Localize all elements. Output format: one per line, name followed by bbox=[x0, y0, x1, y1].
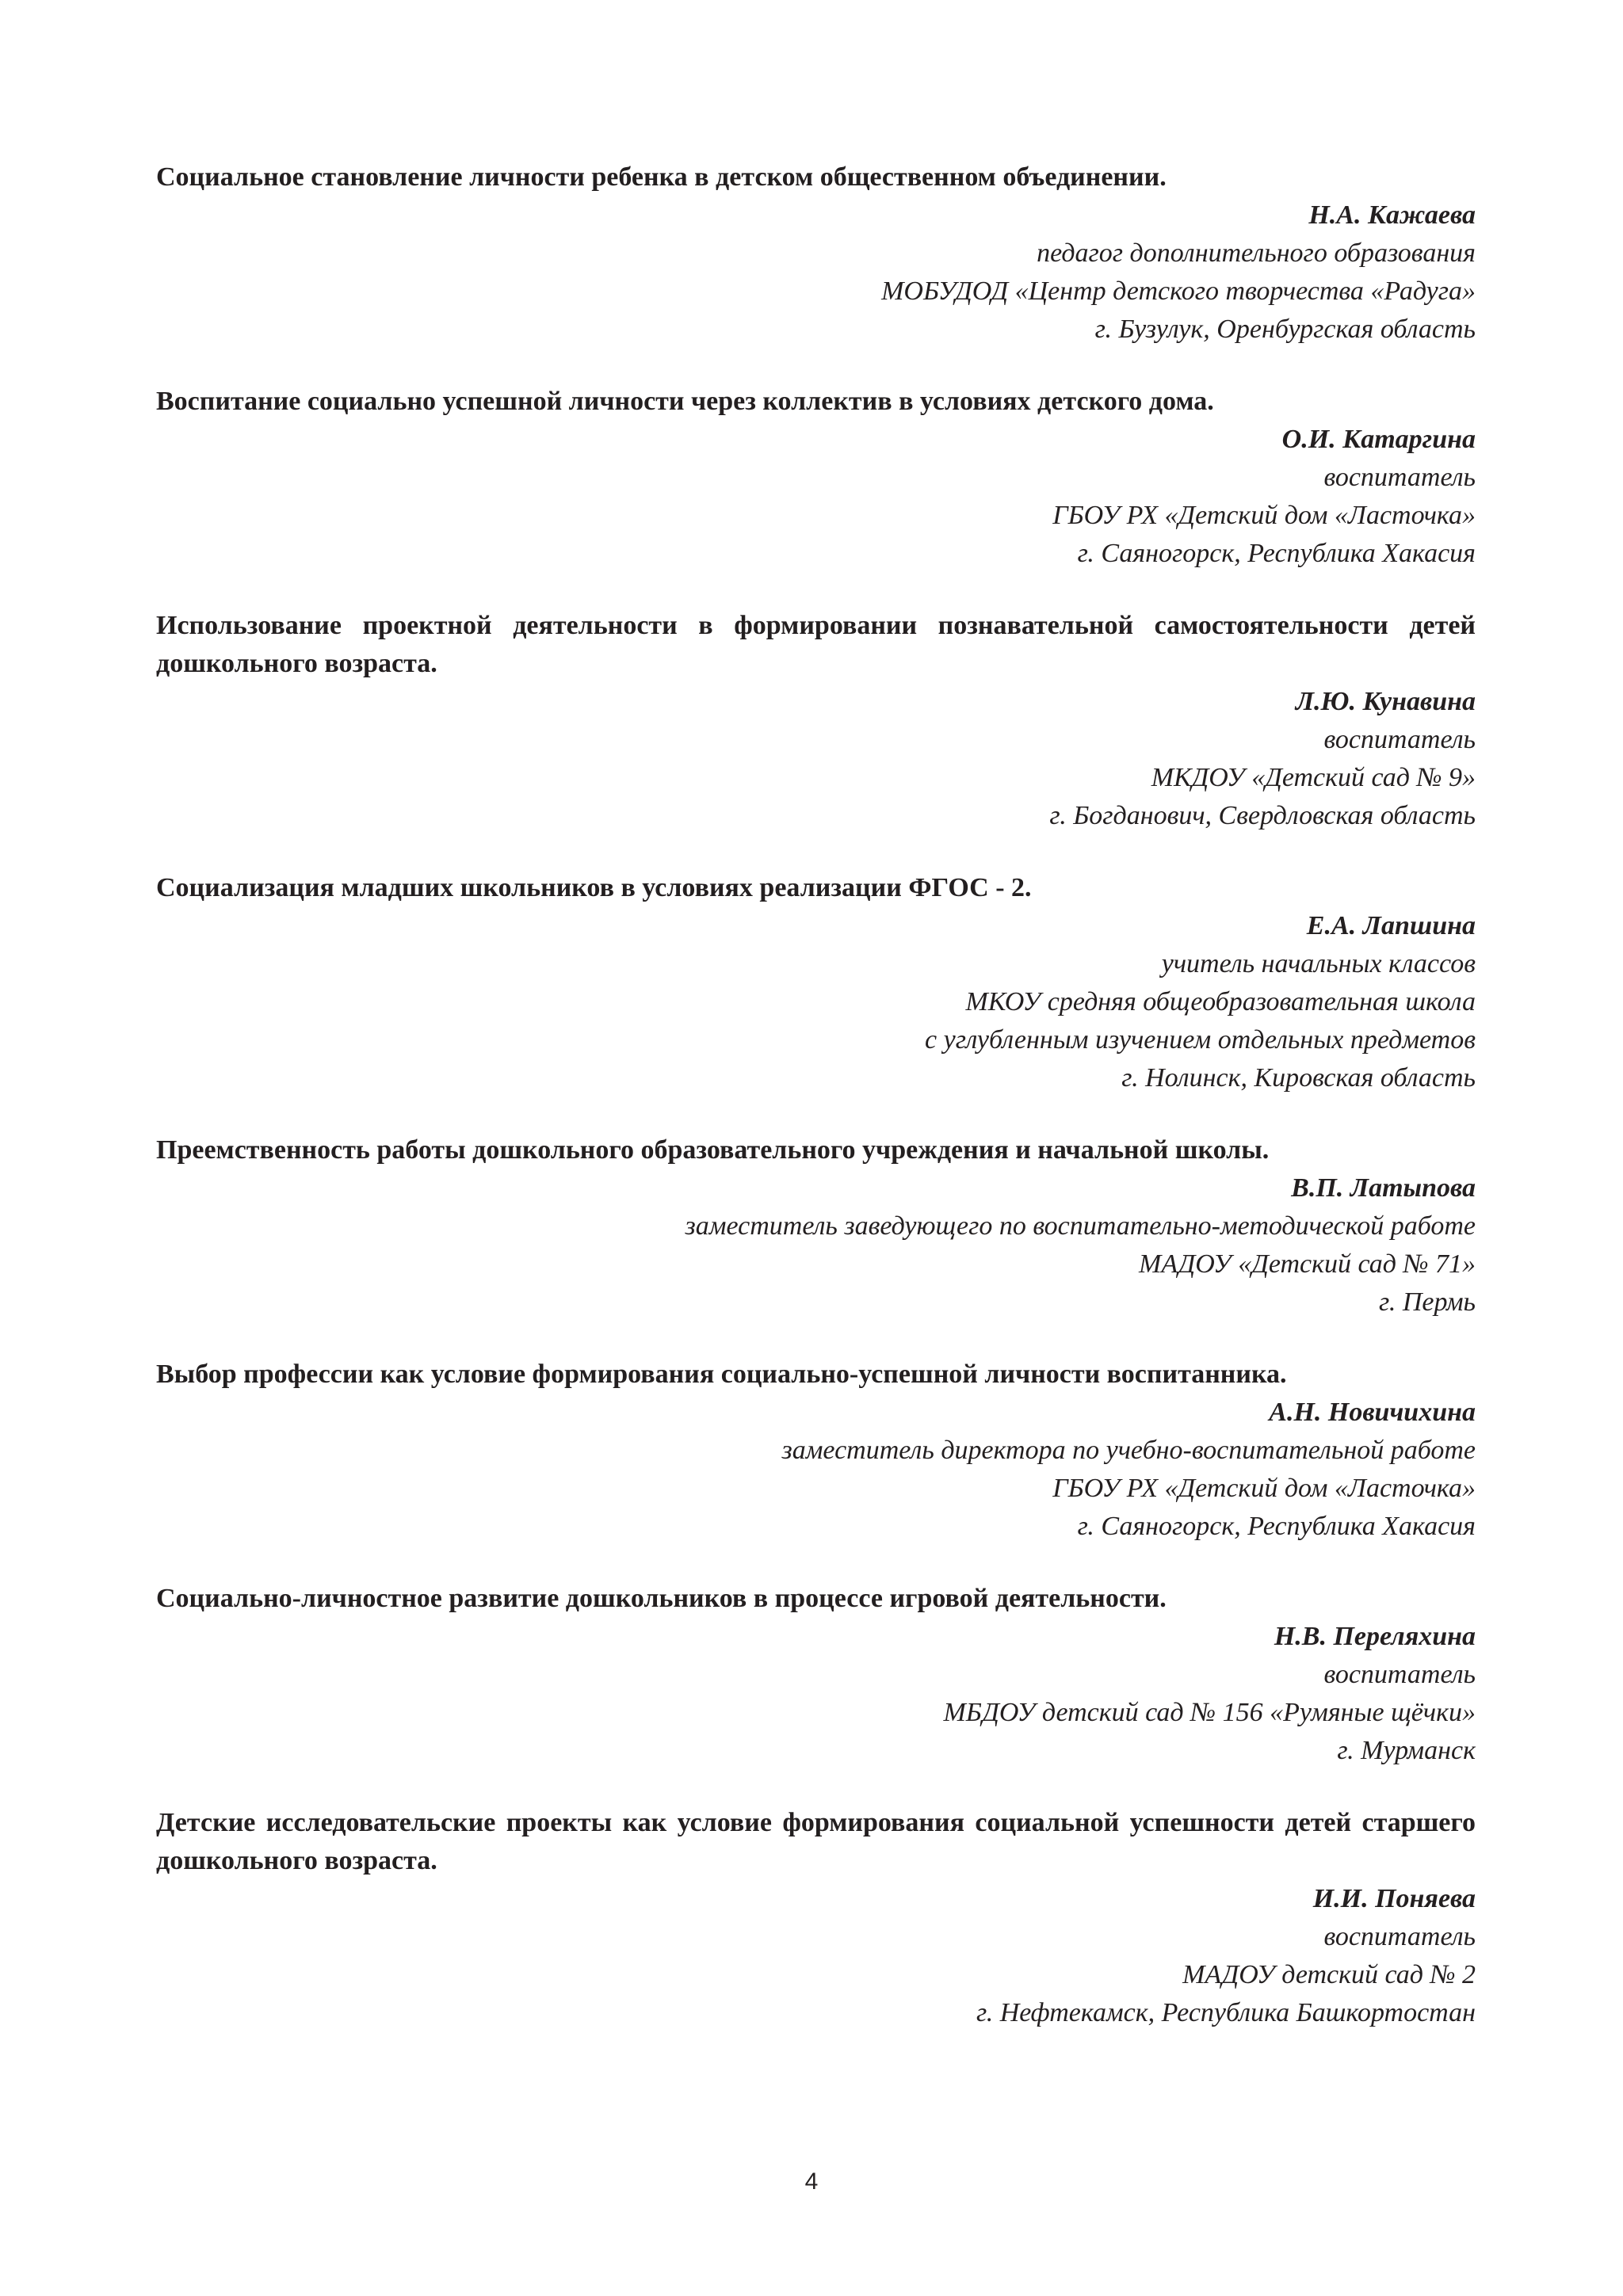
entry-location: г. Саяногорск, Республика Хакасия bbox=[1077, 1512, 1476, 1541]
entry-organization: МАДОУ «Детский сад № 71» bbox=[1139, 1249, 1476, 1279]
entry-title: Детские исследовательские проекты как условие формирования социальной успешности детей старшего дошкольного возраста. bbox=[156, 1808, 1476, 1875]
entry bbox=[156, 607, 1476, 835]
entry-position: воспитатель bbox=[1323, 463, 1476, 492]
entry-location: г. Богданович, Свердловская область bbox=[1049, 801, 1476, 830]
entry bbox=[156, 1804, 1476, 2032]
entry-organization-detail: с углубленным изучением отдельных предметов bbox=[925, 1025, 1476, 1055]
entry-title: Выбор профессии как условие формирования социально-успешной личности воспитанника. bbox=[156, 1360, 1287, 1389]
entry-position: учитель начальных классов bbox=[1161, 949, 1476, 978]
entry bbox=[156, 1580, 1476, 1770]
entry-organization: МАДОУ детский сад № 2 bbox=[1182, 1960, 1476, 1989]
entry bbox=[156, 1131, 1476, 1322]
entry-position: воспитатель bbox=[1323, 1922, 1476, 1951]
entry-organization: ГБОУ РХ «Детский дом «Ласточка» bbox=[1052, 501, 1476, 530]
entry-organization: МКДОУ «Детский сад № 9» bbox=[1151, 763, 1476, 792]
entry-author: В.П. Латыпова bbox=[1291, 1173, 1476, 1203]
entry-title: Социальное становление личности ребенка в детском общественном объединении. bbox=[156, 162, 1167, 192]
entry bbox=[156, 158, 1476, 349]
entry-author: Н.А. Кажаева bbox=[1308, 200, 1476, 230]
entry-author: И.И. Поняева bbox=[1312, 1884, 1476, 1913]
page-number: 4 bbox=[804, 2168, 819, 2195]
entries-list bbox=[156, 158, 1476, 2032]
entry-location: г. Нефтекамск, Республика Башкортостан bbox=[976, 1998, 1476, 2027]
entry-position: заместитель директора по учебно-воспитательной работе bbox=[781, 1436, 1476, 1465]
entry bbox=[156, 869, 1476, 1097]
entry bbox=[156, 383, 1476, 573]
entry-position: педагог дополнительного образования bbox=[1037, 238, 1476, 268]
entry-author: А.Н. Новичихина bbox=[1269, 1398, 1476, 1427]
entry-organization: МКОУ средняя общеобразовательная школа bbox=[965, 987, 1476, 1016]
entry-title: Преемственность работы дошкольного образовательного учреждения и начальной школы. bbox=[156, 1135, 1270, 1165]
entry-location: г. Мурманск bbox=[1337, 1736, 1476, 1765]
entry-author: О.И. Катаргина bbox=[1281, 425, 1476, 454]
entry-author: Л.Ю. Кунавина bbox=[1295, 687, 1476, 716]
entry-location: г. Бузулук, Оренбургская область bbox=[1094, 315, 1476, 344]
entry-position: заместитель заведующего по воспитательно-методической работе bbox=[685, 1211, 1476, 1241]
entry bbox=[156, 1356, 1476, 1546]
entry-title: Социально-личностное развитие дошкольников в процессе игровой деятельности. bbox=[156, 1584, 1167, 1613]
entry-organization: МБДОУ детский сад № 156 «Румяные щёчки» bbox=[943, 1698, 1476, 1727]
entry-location: г. Нолинск, Кировская область bbox=[1121, 1063, 1476, 1093]
entry-author: Е.А. Лапшина bbox=[1306, 911, 1476, 940]
entry-title: Воспитание социально успешной личности через коллектив в условиях детского дома. bbox=[156, 387, 1214, 416]
entry-position: воспитатель bbox=[1323, 1660, 1476, 1689]
entry-title: Использование проектной деятельности в формировании познавательной самостоятельности детей дошкольного возраста. bbox=[156, 611, 1476, 678]
entry-location: г. Пермь bbox=[1379, 1287, 1476, 1317]
entry-title: Социализация младших школьников в условиях реализации ФГОС - 2. bbox=[156, 873, 1032, 902]
entry-organization: ГБОУ РХ «Детский дом «Ласточка» bbox=[1052, 1474, 1476, 1503]
entry-location: г. Саяногорск, Республика Хакасия bbox=[1077, 539, 1476, 568]
entry-organization: МОБУДОД «Центр детского творчества «Радуга» bbox=[881, 277, 1476, 306]
entry-position: воспитатель bbox=[1323, 725, 1476, 754]
entry-author: Н.В. Переляхина bbox=[1274, 1622, 1476, 1651]
